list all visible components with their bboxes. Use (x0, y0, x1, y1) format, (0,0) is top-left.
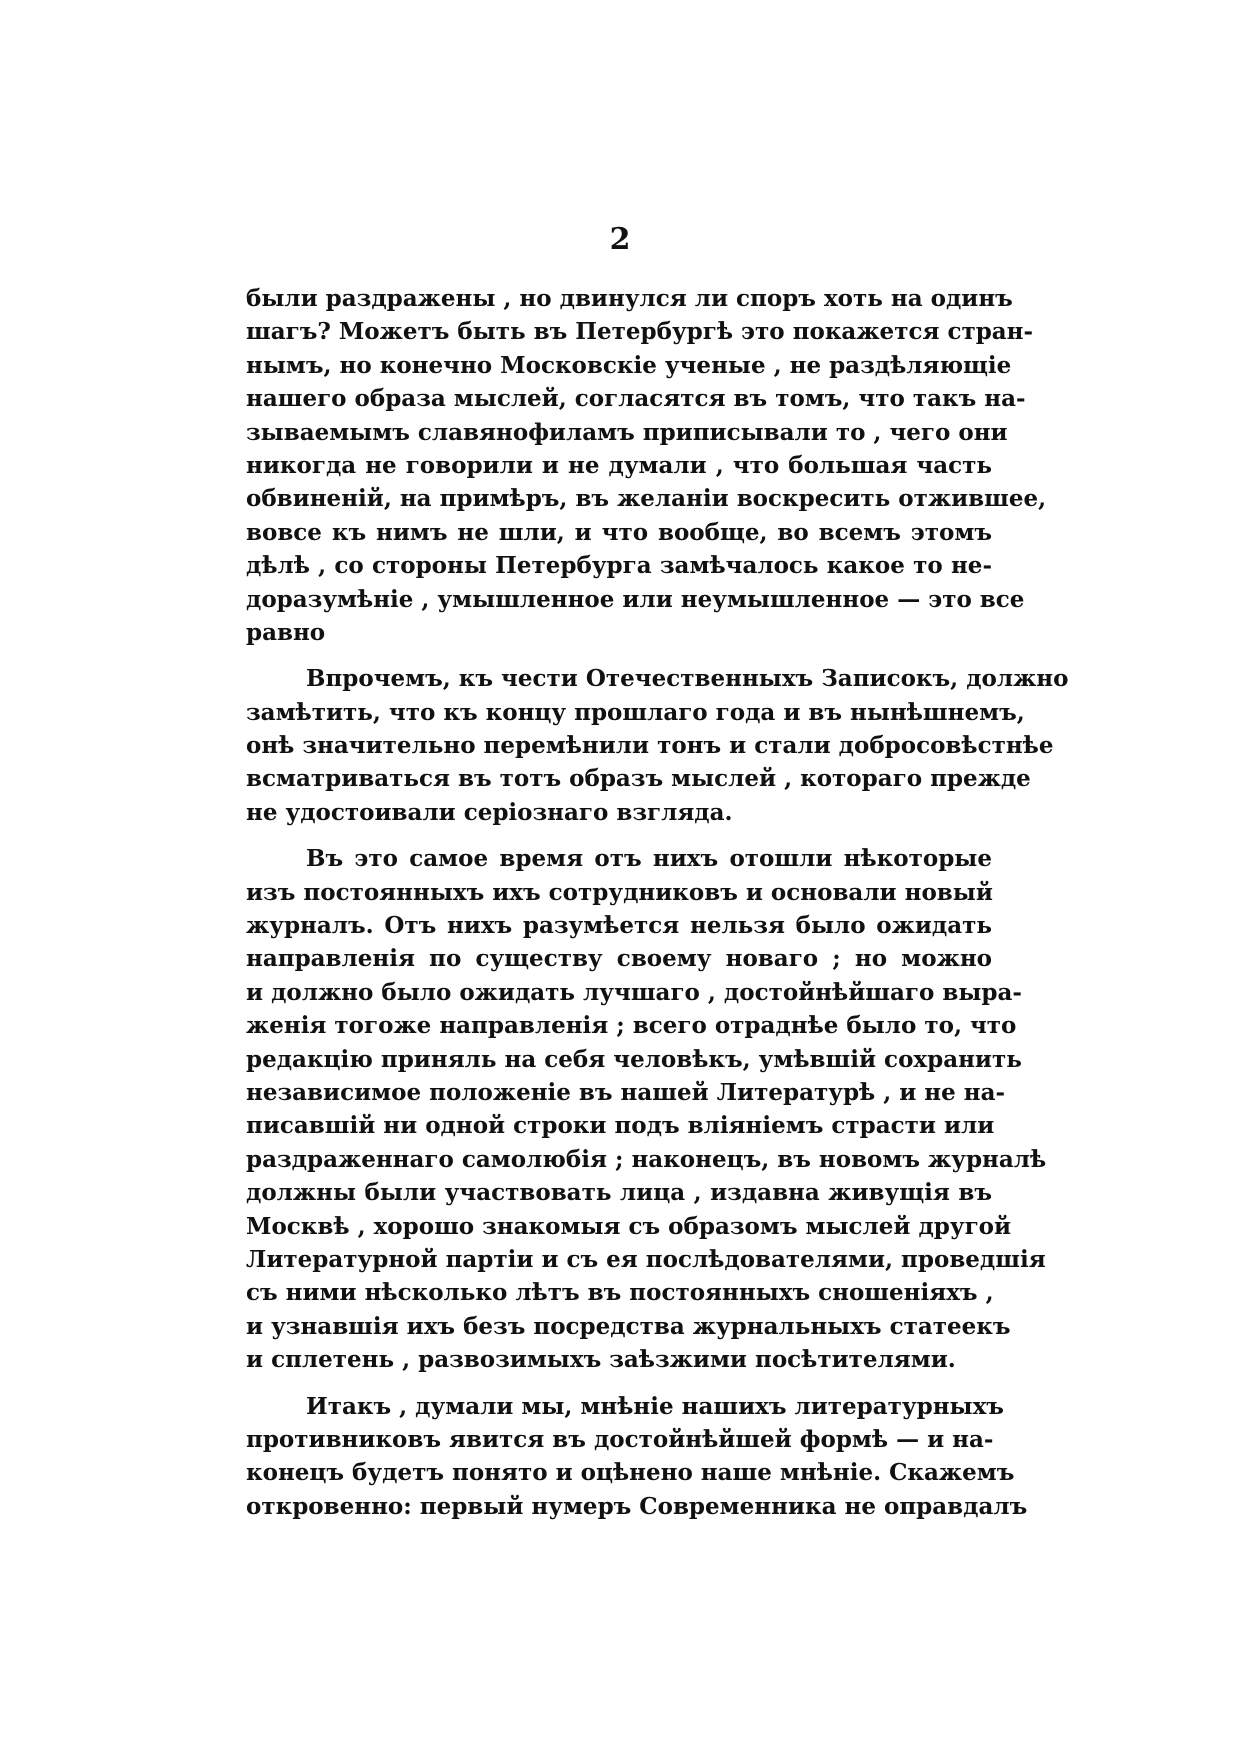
text-line: равно (246, 618, 326, 646)
paragraph-1 (246, 282, 1047, 649)
text-line: вовсе къ нимъ не шли, и что вообще, во всемъ этомъ (246, 518, 992, 546)
text-line: писавшій ни одной строки подъ вліяніемъ страсти или (246, 1112, 995, 1140)
text-line: были раздражены , но двинулся ли споръ хоть на одинъ (246, 285, 1013, 312)
text-line: доразумѣніе , умышленное или неумышленное — это все (246, 585, 1025, 613)
text-line: дѣлѣ , со стороны Петербурга замѣчалось какое то не- (246, 552, 992, 580)
paragraph-2 (246, 662, 1069, 829)
page-number: 2 (609, 222, 632, 257)
text-line: Впрочемъ, къ чести Отечественныхъ Записокъ, должно (306, 665, 1069, 693)
paragraph-3 (246, 842, 1047, 1376)
text-line: независимое положеніе въ нашей Литературѣ , и не на- (246, 1078, 1006, 1106)
text-line: Москвѣ , хорошо знакомыя съ образомъ мыслей другой (246, 1212, 1012, 1240)
text-line: зываемымъ славянофиламъ приписывали то , чего они (246, 418, 1008, 446)
text-line: нашего образа мыслей, согласятся въ томъ, что такъ на- (246, 385, 1026, 413)
text-line: и должно было ожидать лучшаго , достойнѣйшаго выра- (246, 978, 1022, 1006)
text-line: нымъ, но конечно Московскіе ученые , не раздѣляющіе (246, 351, 1012, 379)
text-line: обвиненій, на примѣръ, въ желаніи воскресить отжившее, (246, 485, 1047, 513)
text-block (246, 282, 1069, 1523)
text-line: шагъ? Можетъ быть въ Петербургѣ это покажется стран- (246, 318, 1034, 346)
text-line: съ ними нѣсколько лѣтъ въ постоянныхъ сношеніяхъ , (246, 1279, 994, 1307)
text-line: направленія по существу своему новаго ; но можно (246, 945, 992, 973)
text-line: не удостоивали серіознаго взгляда. (246, 798, 733, 826)
text-line: женія тогоже направленія ; всего отраднѣе было то, что (246, 1012, 1017, 1040)
text-line: замѣтить, что къ концу прошлаго года и въ нынѣшнемъ, (246, 698, 1025, 726)
text-line: и сплетень , развозимыхъ заѣзжими посѣтителями. (246, 1346, 956, 1374)
text-line: Въ это самое время отъ нихъ отошли нѣкоторые (306, 845, 992, 873)
text-line: всматриваться въ тотъ образъ мыслей , котораго прежде (246, 765, 1031, 793)
text-line: откровенно: первый нумеръ Современника не оправдалъ (246, 1492, 1028, 1520)
text-line: никогда не говорили и не думали , что большая часть (246, 451, 992, 479)
paragraph-4 (246, 1390, 1028, 1524)
text-line: журналъ. Отъ нихъ разумѣется нельзя было ожидать (246, 912, 992, 940)
text-line: редакцію приняль на себя человѣкъ, умѣвшій сохранить (246, 1045, 1022, 1073)
text-line: Литературной партіи и съ ея послѣдователями, проведшія (246, 1245, 1046, 1273)
text-line: изъ постоянныхъ ихъ сотрудниковъ и основали новый (246, 878, 993, 906)
text-line: конецъ будетъ понято и оцѣнено наше мнѣніе. Скажемъ (246, 1459, 1015, 1487)
text-line: должны были участвовать лица , издавна живущія въ (246, 1179, 992, 1207)
text-line: онѣ значительно перемѣнили тонъ и стали добросовѣстнѣе (246, 732, 1054, 760)
text-line: раздраженнаго самолюбія ; наконецъ, въ новомъ журналѣ (246, 1145, 1047, 1173)
text-line: и узнавшія ихъ безъ посредства журнальныхъ статеекъ (246, 1312, 1011, 1340)
text-line: противниковъ явится въ достойнѣйшей формѣ — и на- (246, 1425, 994, 1453)
text-line: Итакъ , думали мы, мнѣніе нашихъ литературныхъ (306, 1392, 1004, 1420)
